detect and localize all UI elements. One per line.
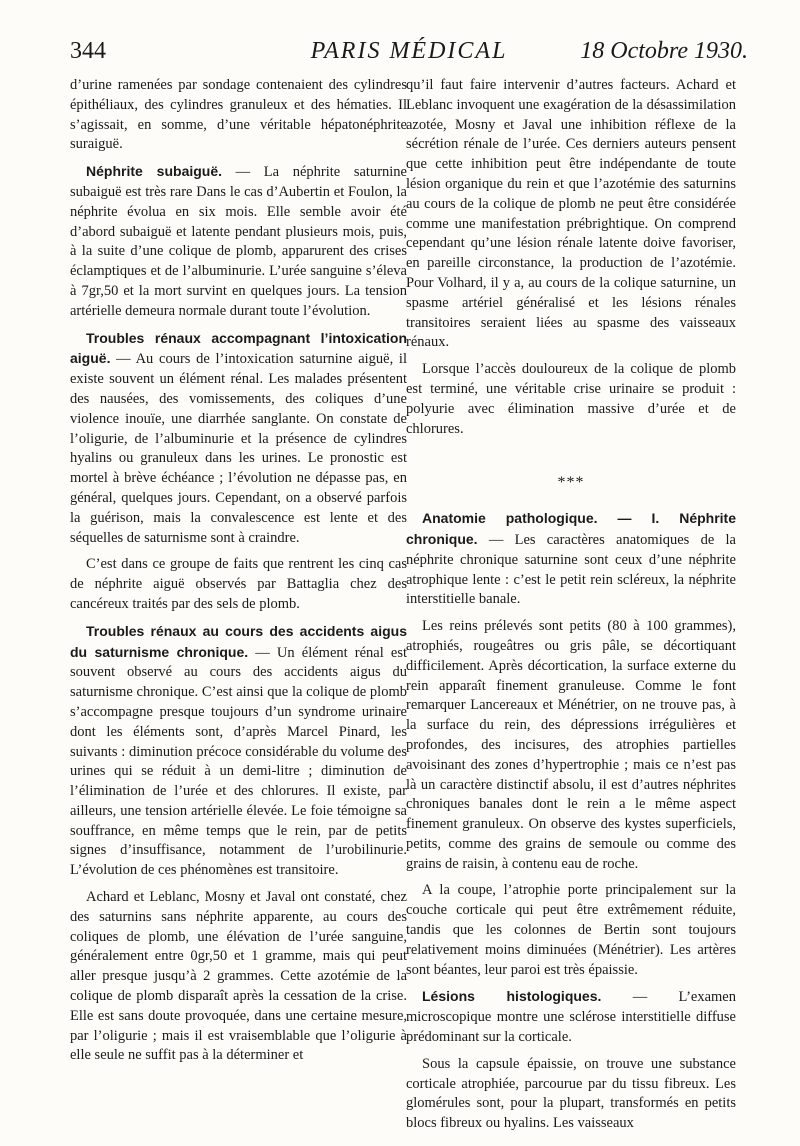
paragraph-text: — Les caractères anatomiques de la néphrite chronique saturnine sont ceux d’une néphrite atrophique lente : c’est le petit rein scléreux, la néphrite interstitielle banale. — [406, 531, 736, 608]
right-column — [406, 76, 736, 1141]
paragraph — [70, 888, 407, 1066]
paragraph-text: — L’examen microscopique montre une sclérose interstitielle diffuse prédominant sur la corticale. — [406, 989, 736, 1046]
paragraph — [70, 555, 407, 614]
paragraph-text: A la coupe, l’atrophie porte principalement sur la couche corticale qui peut être extrêmement réduite, tandis que les colonnes de Bertin sont toujours relativement moins diminuées (Ménétrier). Les artères sont béantes, leur paroi est très épaissie. — [406, 882, 736, 978]
paragraph-text: d’urine ramenées par sondage contenaient des cylindres épithéliaux, des cylindres granuleux et des hématies. Il s’agissait, en somme, d’une véritable hépatonéphrite suraiguë. — [70, 77, 407, 153]
running-header — [70, 38, 748, 72]
paragraph-text: Sous la capsule épaissie, on trouve une substance corticale atrophiée, parcourue par du tissu fibreux. Les glomérules sont, pour la plupart, transformés en petits blocs fibreux ou hyalins. Les vaisseaux — [406, 1055, 736, 1132]
paragraph-text: — La néphrite saturnine subaiguë est très rare Dans le cas d’Aubertin et Foulon, la néphrite évolua en six mois. Elle semble avoir été d’abord subaiguë et latente pendant plusieurs mois, puis, à la suite d’une colique de plomb, apparurent des crises éclamptiques et de l’albuminurie. L’urée sanguine s’éleva à 7gr,50 et la mort survint en quelques jours. La tension artérielle demeura normale durant toute l’évolution. — [70, 164, 407, 319]
section-heading: Néphrite subaiguë. — [86, 163, 223, 180]
issue-date: 18 Octobre 1930. — [580, 38, 748, 64]
paragraph — [70, 162, 407, 321]
paragraph-text: — Au cours de l’intoxication saturnine aiguë, il existe souvent un élément rénal. Les malades présentent des nausées, des vomissements, des coliques d’une violence inouïe, une diarrhée sanglante. On constate de l’oligurie, de l’albuminurie et la présence de cylindres hyalins ou granuleux dans les urines. Le pronostic est mortel à brève échéance ; l’évolution ne dépasse pas, en général, quelques jours. Cependant, on a observé parfois la guérison, mais la convalescence est lente et des séquelles de saturnisme sont à craindre. — [70, 351, 407, 546]
paragraph — [406, 987, 736, 1047]
paragraph — [70, 329, 407, 549]
paragraph-text: Lorsque l’accès douloureux de la colique de plomb est terminé, une véritable crise urinaire se produit : polyurie avec élimination massive d’urée et de chlorures. — [406, 361, 736, 437]
paragraph — [406, 1055, 736, 1134]
section-heading: Troubles rénaux accompagnant l’intoxication aiguë. — [70, 329, 407, 367]
paragraph-text: — Un élément rénal est souvent observé au cours des accidents aigus du saturnisme chronique. C’est ainsi que la colique de plomb s’accompagne presque toujours d’un syndrome urinaire dont les éléments sont, d’après Marcel Pinard, les suivants : diminution précoce considérable du volume des urines qui se réduit à un demi-litre ; diminution de l’élimination de l’urée et des chlorures. Il existe, par ailleurs, une tension artérielle élevée. Le foie témoigne sa souffrance, en même temps que le rein, par de petits signes d’insuffisance, notamment de l’urobilinurie. L’évolution de ces phénomènes est transitoire. — [70, 644, 408, 879]
section-heading: Anatomie pathologique. — I. Néphrite chronique. — [406, 510, 736, 547]
left-column — [70, 76, 407, 1073]
paragraph-text: Achard et Leblanc, Mosny et Javal ont constaté, chez des saturnins sans néphrite apparente, au cours des coliques de plomb, une élévation de l’urée sanguine, généralement entre 0gr,50 et 1 gramme, mais qui peut aller presque jusqu’à 2 grammes. Cette azotémie de la colique de plomb disparaît après la cessation de la crise. Elle est sans doute provoquée, dans une certaine mesure, par l’oligurie ; mais il est vraisemblable que l’oligurie à elle seule ne suffit pas à la déterminer et — [70, 889, 407, 1064]
section-heading: Troubles rénaux au cours des accidents aigus du saturnisme chronique. — [70, 622, 407, 660]
paragraph — [406, 881, 736, 980]
page-number: 344 — [70, 38, 106, 64]
journal-title: PARIS MÉDICAL — [310, 38, 508, 64]
paragraph — [70, 622, 407, 881]
paragraph — [70, 76, 407, 155]
paragraph-text: qu’il faut faire intervenir d’autres facteurs. Achard et Leblanc invoquent une exagération de la désassimilation azotée, Mosny et Javal une inhibition réflexe de la sécrétion rénale de l’urée. Ces derniers auteurs pensent que cette inhibition peut être indépendante de toute lésion organique du rein et que l’azotémie des saturnins au cours de la colique de plomb ne peut être considérée comme une manifestation prébrightique. On comprend cependant qu’une lésion rénale latente doive favoriser, en pareille circonstance, la production de l’azotémie. Pour Volhard, il y a, au cours de la colique saturnine, un spasme artériel généralisé et les lésions rénales transitoires seraient liées au spasme des vaisseaux rénaux. — [406, 77, 736, 351]
paragraph-text: Les reins prélevés sont petits (80 à 100 grammes), atrophiés, rougeâtres ou gris pâle, se décortiquant difficilement. Après décortication, la surface externe du rein apparaît finement granuleuse. Comme le font remarquer Lancereaux et Ménétrier, on ne trouve pas, à la surface du rein, des dépressions irrégulières et profondes, des incisures, des atrophies partielles avoisinant des zones d’hypertrophie ; mais ce n’est pas là un caractère distinctif absolu, il est d’autres néphrites chroniques banales dont le rein a le même aspect finement granuleux. On observe des kystes superficiels, petits, comme des grains de semoule ou comme des grains de raisin, à contenu eau de roche. — [406, 618, 736, 872]
paragraph-text: C’est dans ce groupe de faits que rentrent les cinq cas de néphrite aiguë observés par Battaglia chez des cancéreux traités par des sels de plomb. — [70, 556, 407, 612]
paragraph — [406, 617, 736, 874]
paragraph — [406, 509, 736, 610]
paragraph — [406, 360, 736, 439]
paragraph — [406, 76, 736, 353]
section-separator: *** — [557, 474, 585, 492]
section-heading: Lésions histologiques. — [422, 988, 602, 1005]
